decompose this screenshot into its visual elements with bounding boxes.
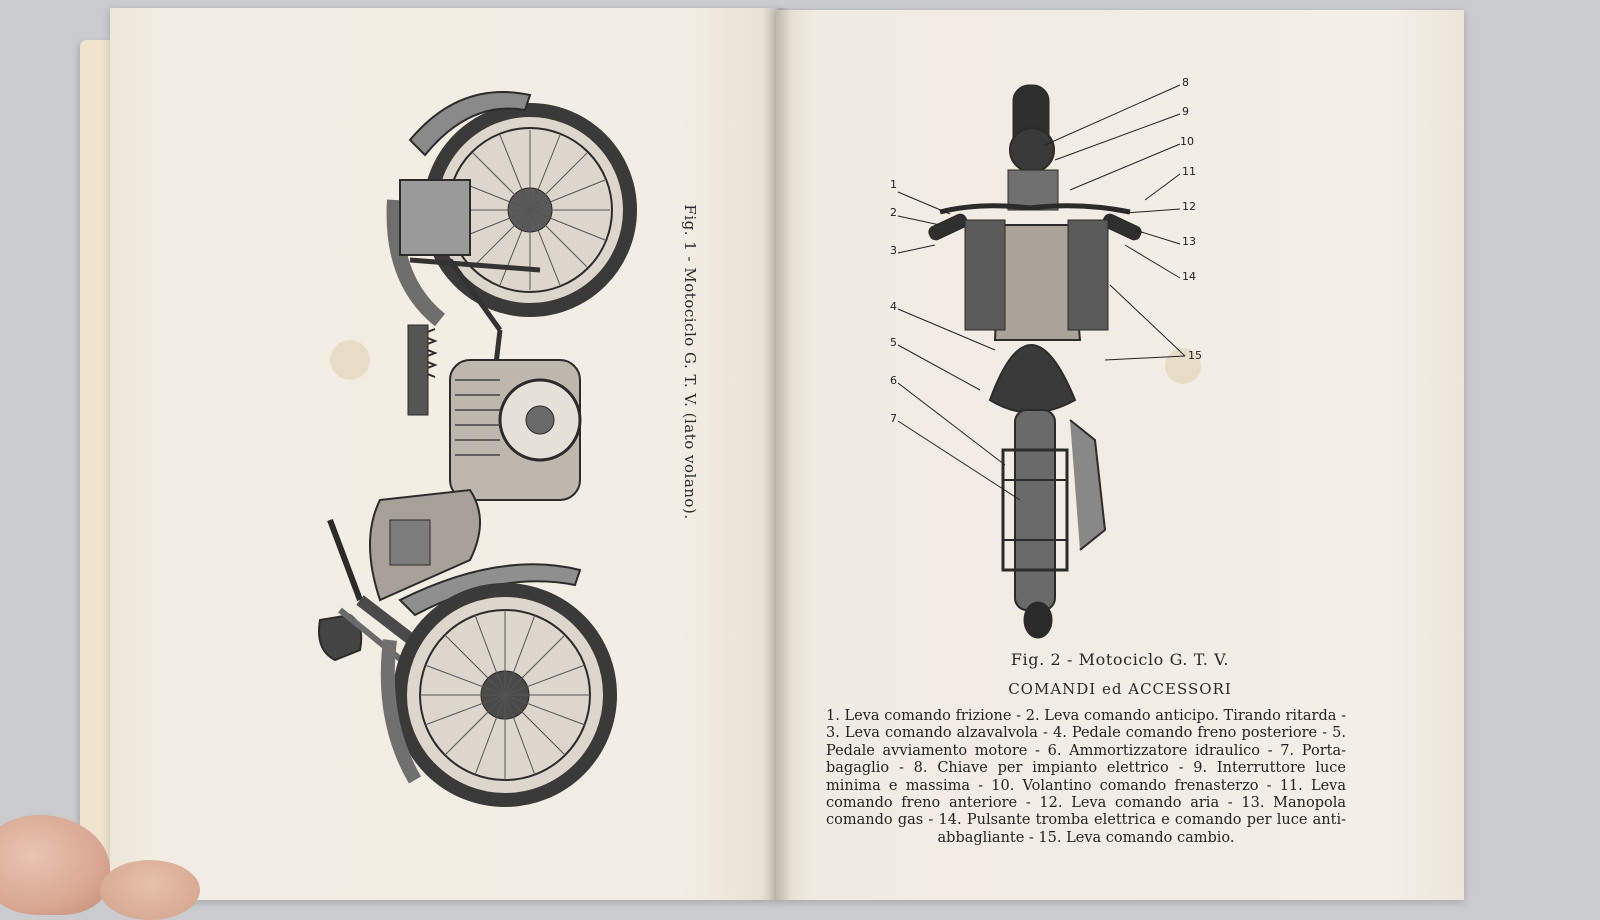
controls-legend-text: 1. Leva comando frizione - 2. Leva comando anticipo. Tirando ritarda - 3. Leva comando alzavalvola - 4. Pedale comando freno posteriore - 5. Pedale avviamento motore - 6. Ammortizzatore idraulico - 7. Porta-bagaglio - 8. Chiave per impianto elettrico - 9. Interruttore luce minima e massima - 10. Volantino comando frenasterzo - 11. Leva comando freno anteriore - 12. Leva comando aria - 13. Manopola comando gas - 14. Pulsante tromba elettrica e comando per luce anti-abbagliante - 15. Leva comando cambio. [826,708,1346,846]
section-title: COMANDI ed ACCESSORI [1008,680,1232,698]
callout-9: 9 [1182,105,1189,118]
callout-7: 7 [890,412,897,425]
callout-8: 8 [1182,76,1189,89]
callout-6: 6 [890,374,897,387]
callout-1: 1 [890,178,897,191]
callout-2: 2 [890,206,897,219]
callout-11: 11 [1182,165,1196,178]
figure-1-caption: Fig. 1 - Motociclo G. T. V. (lato volano). [681,204,699,520]
callout-4: 4 [890,300,897,313]
callout-12: 12 [1182,200,1196,213]
callout-14: 14 [1182,270,1196,283]
callout-5: 5 [890,336,897,349]
finger [100,860,200,920]
callout-10: 10 [1180,135,1194,148]
figure-2-caption: Fig. 2 - Motociclo G. T. V. [1010,650,1230,669]
callout-13: 13 [1182,235,1196,248]
book-gutter [762,8,792,900]
callout-3: 3 [890,244,897,257]
callout-15: 15 [1188,349,1202,362]
motorcycle-rear-view-illustration [880,80,1220,640]
motorcycle-side-view-illustration [300,80,650,820]
